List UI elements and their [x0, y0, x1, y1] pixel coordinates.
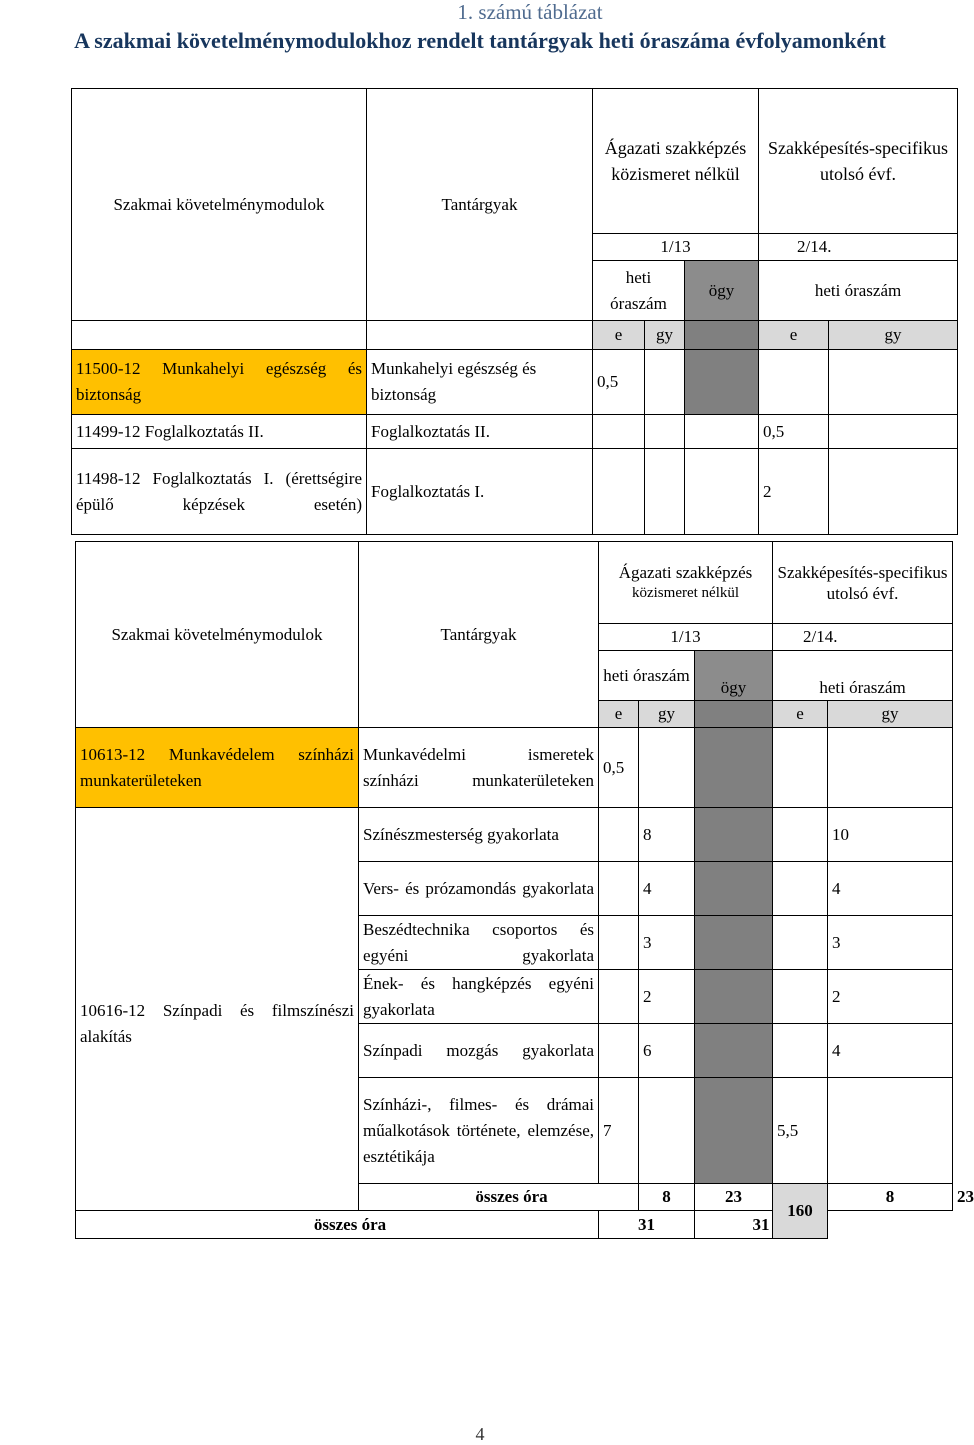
value-e1: 0,5 [599, 728, 639, 808]
e-col-2: e [759, 321, 829, 350]
gy-col-1: gy [645, 321, 685, 350]
subject-cell: Színházi-, filmes- és drámai műalkotások története, elemzése, esztétikája [359, 1078, 599, 1184]
value-gy1 [639, 1078, 695, 1184]
value-e1: 7 [599, 1078, 639, 1184]
subject-cell: Vers- és prózamondás gyakorlata [359, 862, 599, 916]
subject-cell: Munkavédelmi ismeretek színházi munkaterületeken [359, 728, 599, 808]
value-gy2: 4 [828, 1024, 953, 1078]
e-col-1: e [599, 701, 639, 728]
value-e2 [773, 916, 828, 970]
total-sum-2: 31 [695, 1211, 828, 1239]
subject-cell: Munkahelyi egészség és biztonság [367, 350, 593, 415]
modules-header: Szakmai követelménymodulok [72, 89, 367, 321]
value-gy1 [639, 728, 695, 808]
module-cell: 11500-12 Munkahelyi egészség és biztonság [72, 350, 367, 415]
value-gy1 [645, 449, 685, 535]
total-ogy: 160 [773, 1184, 828, 1239]
subject-cell: Beszédtechnika csoportos és egyéni gyakorlata [359, 916, 599, 970]
module-cell: 11499-12 Foglalkoztatás II. [72, 415, 367, 449]
hours-table-2 [75, 541, 974, 1239]
ogy-header: ögy [685, 261, 759, 321]
subjects-header: Tantárgyak [367, 89, 593, 321]
total-e2: 8 [828, 1184, 953, 1211]
value-e2 [773, 970, 828, 1024]
table-caption-number: 1. számú táblázat [457, 0, 603, 24]
agazati-header: Ágazati szakképzés közismeret nélkül [593, 89, 759, 234]
module-cell: 11498-12 Foglalkoztatás I. (érettségire épülő képzések esetén) [72, 449, 367, 535]
page-number: 4 [475, 1424, 485, 1444]
year2-label: 2/14. [759, 234, 958, 261]
agazati-header [599, 542, 773, 624]
value-e2: 2 [759, 449, 829, 535]
value-e1 [599, 808, 639, 862]
table-row [72, 350, 958, 415]
heti-oraszam-2: heti óraszám [759, 261, 958, 321]
table-row [76, 808, 953, 862]
total-label: összes óra [359, 1184, 639, 1211]
value-e1 [593, 415, 645, 449]
subject-cell: Foglalkoztatás II. [367, 415, 593, 449]
szakkep-header: Szakképesítés-specifikus utolsó évf. [773, 542, 953, 624]
value-e2 [773, 728, 828, 808]
total-sum-1: 31 [599, 1211, 695, 1239]
value-e1: 0,5 [593, 350, 645, 415]
total-e1: 8 [639, 1184, 695, 1211]
value-e2 [773, 1024, 828, 1078]
value-e1 [593, 449, 645, 535]
table-row [72, 449, 958, 535]
value-gy2 [829, 415, 958, 449]
value-gy2: 3 [828, 916, 953, 970]
subject-cell: Színészmesterség gyakorlata [359, 808, 599, 862]
subject-cell: Foglalkoztatás I. [367, 449, 593, 535]
value-gy1 [645, 350, 685, 415]
gy-col-2: gy [828, 701, 953, 728]
value-gy1 [645, 415, 685, 449]
hours-table-1 [71, 88, 958, 535]
total-label: összes óra [76, 1211, 599, 1239]
agazati-header-line2: közismeret nélkül [631, 584, 740, 601]
subject-cell: Ének- és hangképzés egyéni gyakorlata [359, 970, 599, 1024]
value-e2 [759, 350, 829, 415]
gy-col-2: gy [829, 321, 958, 350]
heti-oraszam-1: heti óraszám [599, 651, 695, 701]
agazati-header-line1: Ágazati szakképzés [618, 562, 753, 582]
value-e2: 5,5 [773, 1078, 828, 1184]
value-gy2 [828, 1078, 953, 1184]
year1-label: 1/13 [593, 234, 759, 261]
e-col-1: e [593, 321, 645, 350]
value-gy2: 10 [828, 808, 953, 862]
subject-cell: Színpadi mozgás gyakorlata [359, 1024, 599, 1078]
value-gy1: 4 [639, 862, 695, 916]
subjects-header: Tantárgyak [359, 542, 599, 728]
value-gy1: 8 [639, 808, 695, 862]
table-row [76, 728, 953, 808]
year2-label: 2/14. [773, 624, 953, 651]
modules-header: Szakmai követelménymodulok [76, 542, 359, 728]
value-gy2 [829, 449, 958, 535]
value-e2 [773, 862, 828, 916]
total-row-2 [76, 1211, 953, 1239]
e-col-2: e [773, 701, 828, 728]
module-cell: 10616-12 Színpadi és filmszínészi alakítás [76, 808, 359, 1211]
module-cell: 10613-12 Munkavédelem színházi munkaterületeken [76, 728, 359, 808]
value-e1 [599, 1024, 639, 1078]
value-gy2: 4 [828, 862, 953, 916]
total-gy1: 23 [695, 1184, 773, 1211]
value-gy2 [829, 350, 958, 415]
value-e2: 0,5 [759, 415, 829, 449]
szakkep-header: Szakképesítés-specifikus utolsó évf. [759, 89, 958, 234]
value-gy1: 3 [639, 916, 695, 970]
ogy-header: ögy [695, 651, 773, 701]
gy-col-1: gy [639, 701, 695, 728]
table-row [72, 415, 958, 449]
value-e1 [599, 970, 639, 1024]
total-row-1: összes óra 8 23 160 8 23 [76, 1184, 953, 1211]
value-e2 [773, 808, 828, 862]
value-gy1: 2 [639, 970, 695, 1024]
table-caption-title: A szakmai követelménymodulokhoz rendelt tantárgyak heti óraszáma évfolyamonként [74, 28, 886, 53]
year1-label: 1/13 [599, 624, 773, 651]
value-gy2: 2 [828, 970, 953, 1024]
heti-oraszam-1: heti óraszám [593, 261, 685, 321]
value-gy1: 6 [639, 1024, 695, 1078]
value-e1 [599, 862, 639, 916]
value-gy2 [828, 728, 953, 808]
heti-oraszam-2: heti óraszám [773, 651, 953, 701]
value-e1 [599, 916, 639, 970]
